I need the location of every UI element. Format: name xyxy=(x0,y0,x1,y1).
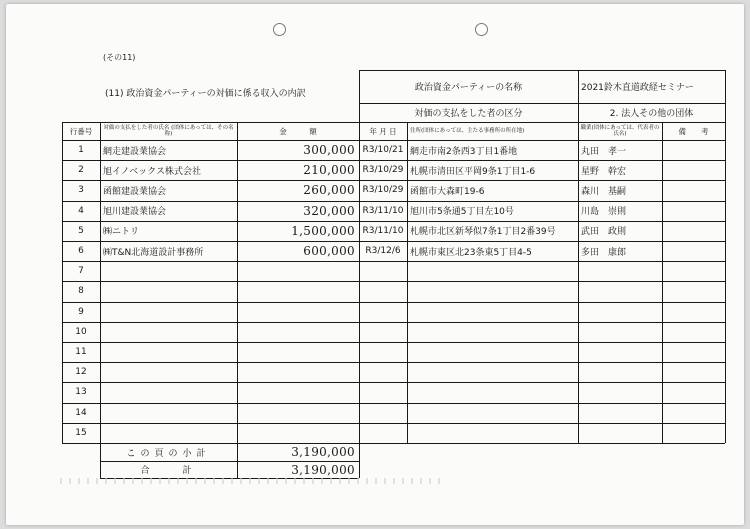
representative-name: 川島 崇則 xyxy=(581,207,627,218)
payment-date: R3/10/29 xyxy=(362,185,404,196)
row-number: 11 xyxy=(75,347,87,358)
party-name-label: 政治資金パーティーの名称 xyxy=(414,83,523,93)
punch-hole-right xyxy=(475,23,488,36)
amount: 320,000 xyxy=(303,203,355,218)
party-name-value: 2021鈴木直道政経セミナー xyxy=(581,83,694,93)
subtotal-value: 3,190,000 xyxy=(291,445,355,459)
payer-name: ㈱T&N北海道設計事務所 xyxy=(103,247,204,258)
amount: 600,000 xyxy=(303,244,355,259)
row-number: 2 xyxy=(78,165,84,176)
col-header-amount: 金 額 xyxy=(279,126,317,136)
row-number: 10 xyxy=(75,326,87,337)
col-header-date: 年 月 日 xyxy=(369,126,397,136)
total-value: 3,190,000 xyxy=(291,462,355,477)
frame-right xyxy=(725,70,726,443)
row-line xyxy=(62,382,725,383)
row-number: 3 xyxy=(78,185,84,196)
payer-name: ㈱ニトリ xyxy=(103,227,140,238)
payment-date: R3/11/10 xyxy=(362,225,404,236)
scan-smudge xyxy=(60,478,440,484)
payment-date: R3/12/6 xyxy=(365,246,401,257)
payer-address: 札幌市東区北23条東5丁目4-5 xyxy=(410,247,532,258)
row-number: 8 xyxy=(78,286,84,297)
col-line-remarks xyxy=(662,122,663,443)
subtotal-label: この頁の小計 xyxy=(126,448,211,459)
col-header-payer-name: 対価の支払をした者の氏名 (団体にあっては、その名称) xyxy=(103,124,234,137)
payment-date: R3/11/10 xyxy=(362,205,404,216)
row-line xyxy=(62,362,725,363)
punch-hole-left xyxy=(273,23,286,36)
col-header-rep: 職業(団体にあっては、代表者の氏名) xyxy=(580,124,660,137)
payment-date: R3/10/29 xyxy=(362,165,404,176)
amount: 210,000 xyxy=(303,163,355,178)
total-label: 合 計 xyxy=(140,466,197,476)
row-number: 5 xyxy=(78,225,84,236)
page-label: (その11) xyxy=(103,53,136,62)
payer-address: 旭川市5条通5丁目左10号 xyxy=(410,207,514,218)
payer-address: 札幌市清田区平岡9条1丁目1-6 xyxy=(410,166,536,177)
amount: 260,000 xyxy=(303,183,355,198)
col-header-row-no: 行番号 xyxy=(69,126,93,136)
amount: 1,500,000 xyxy=(291,223,355,238)
col-header-address: 住所(団体にあっては、主たる事務所の所在地) xyxy=(410,127,525,134)
row-line xyxy=(62,342,725,343)
row-number: 7 xyxy=(78,266,84,277)
payer-address: 函館市大森町19-6 xyxy=(410,186,485,197)
row-line xyxy=(62,423,725,424)
payer-category-value: 2. 法人その他の団体 xyxy=(609,109,694,119)
row-number: 15 xyxy=(75,427,87,438)
representative-name: 森川 基嗣 xyxy=(581,186,627,197)
row-number: 12 xyxy=(75,367,87,378)
payment-date: R3/10/21 xyxy=(362,145,404,156)
payer-category-label: 対価の支払をした者の区分 xyxy=(414,109,523,119)
row-line xyxy=(62,322,725,323)
row-number: 4 xyxy=(78,205,84,216)
amount: 300,000 xyxy=(303,143,355,158)
payer-address: 札幌市北区新琴似7条1丁目2番39号 xyxy=(410,227,556,238)
payer-name: 旭イノベックス株式会社 xyxy=(103,166,202,177)
row-number: 6 xyxy=(78,246,84,257)
representative-name: 武田 政則 xyxy=(581,227,627,238)
col-header-remarks: 備 考 xyxy=(678,126,709,136)
representative-name: 丸田 孝一 xyxy=(581,146,627,157)
row-number: 14 xyxy=(75,407,87,418)
row-line xyxy=(62,281,725,282)
row-number: 13 xyxy=(75,387,87,398)
payer-name: 網走建設業協会 xyxy=(103,146,167,157)
representative-name: 多田 康郎 xyxy=(581,247,627,258)
payer-name: 函館建設業協会 xyxy=(103,186,167,197)
section-title: (11) 政治資金パーティーの対価に係る収入の内訳 xyxy=(105,88,306,99)
row-line xyxy=(62,261,725,262)
row-number: 9 xyxy=(78,306,84,317)
row-number: 1 xyxy=(78,145,84,156)
row-line xyxy=(62,302,725,303)
payer-address: 網走市南2条西3丁目1番地 xyxy=(410,146,518,157)
representative-name: 星野 幹宏 xyxy=(581,166,627,177)
row-line xyxy=(62,403,725,404)
payer-name: 旭川建設業協会 xyxy=(103,207,167,218)
